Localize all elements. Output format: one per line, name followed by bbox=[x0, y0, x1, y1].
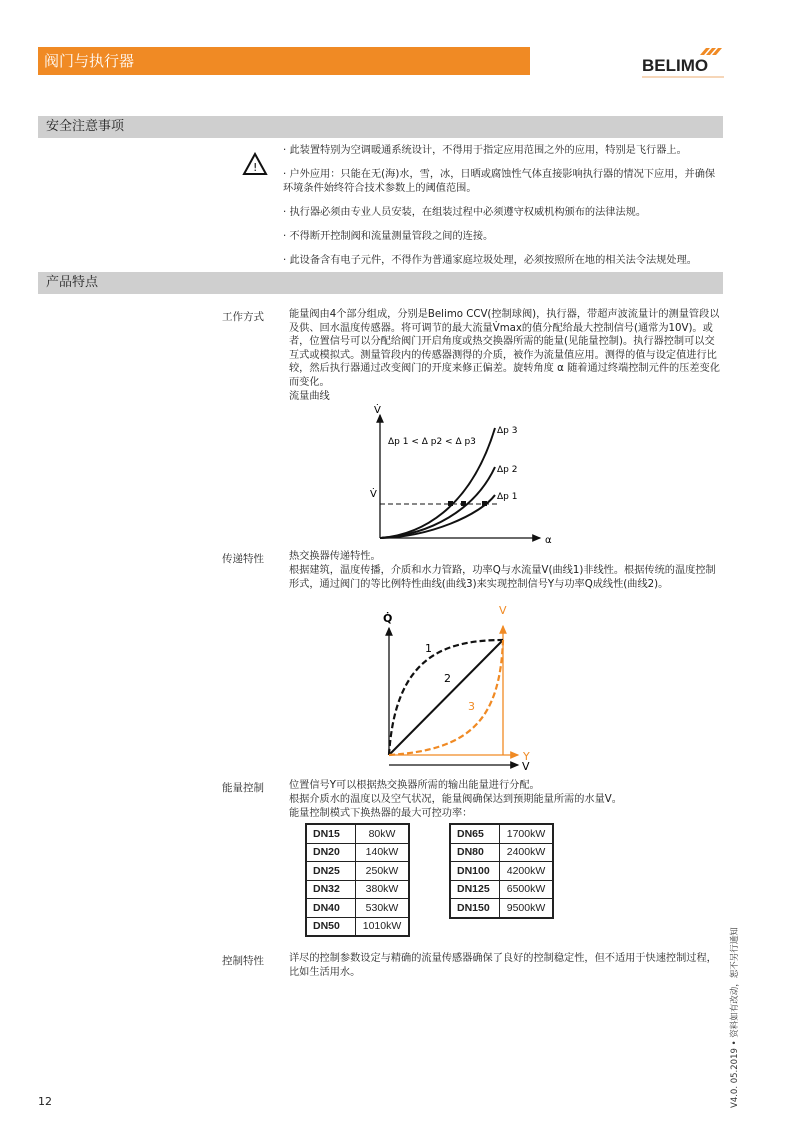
curve-label: Δp 3 bbox=[497, 426, 518, 436]
axis-label-x: V bbox=[522, 760, 530, 773]
relation-label: Δp 1 < Δ p2 < Δ p3 bbox=[388, 437, 476, 447]
axis-label-x2: Y bbox=[523, 750, 530, 763]
dn-cell: DN125 bbox=[450, 880, 500, 899]
flow-curve-diagram bbox=[360, 400, 560, 550]
section-safety bbox=[38, 116, 723, 138]
safety-item: · 户外应用：只能在无(海)水，雪，冰，日晒或腐蚀性气体直接影响执行器的情况下应用，并确保环境条件始终符合技术参数上的阈值范围。 bbox=[283, 169, 716, 194]
flow-curve-title: 流量曲线 bbox=[289, 391, 330, 402]
transfer-text: 根据建筑，温度传播，介质和水力管路，功率Q与水流量V(曲线1)非线性。根据传统的温度控制形式，通过阀门的等比例特性曲线(曲线3)来实现控制信号Y与功率Q成线性(曲线2)。 bbox=[289, 565, 716, 590]
table-row bbox=[450, 880, 553, 899]
dn-cell: DN100 bbox=[450, 862, 500, 881]
header-title: 阀门与执行器 bbox=[44, 52, 135, 70]
power-cell: 4200kW bbox=[500, 862, 554, 881]
axis-label-y: Q̇ bbox=[383, 612, 393, 625]
dn-cell: DN150 bbox=[450, 899, 500, 918]
power-cell: 80kW bbox=[356, 824, 410, 843]
safety-item: · 此装置特别为空调暖通系统设计，不得用于指定应用范围之外的应用，特别是飞行器上。 bbox=[283, 145, 687, 156]
safety-item: · 执行器必须由专业人员安装，在组装过程中必须遵守权威机构颁布的法律法规。 bbox=[283, 207, 647, 218]
table-row bbox=[450, 862, 553, 881]
table-row bbox=[450, 899, 553, 918]
safety-item: · 不得断开控制阀和流量测量管段之间的连接。 bbox=[283, 231, 494, 242]
power-table-right bbox=[449, 823, 554, 919]
svg-text:BELIMO: BELIMO bbox=[642, 56, 709, 75]
section-features bbox=[38, 272, 723, 294]
dn-cell: DN65 bbox=[450, 824, 500, 843]
svg-text:!: ! bbox=[253, 161, 258, 174]
table-row bbox=[306, 843, 409, 862]
dn-cell: DN80 bbox=[450, 843, 500, 862]
power-cell: 2400kW bbox=[500, 843, 554, 862]
curve-label: Δp 1 bbox=[497, 492, 518, 502]
power-cell: 140kW bbox=[356, 843, 410, 862]
power-cell: 1700kW bbox=[500, 824, 554, 843]
table-row bbox=[306, 899, 409, 918]
power-cell: 530kW bbox=[356, 899, 410, 918]
safety-item: · 此设备含有电子元件，不得作为普通家庭垃圾处理，必须按照所在地的相关法令法规处理。 bbox=[283, 255, 697, 266]
version-note: V4.0. 05.2019 • 资料如有改动，恕不另行通知 bbox=[730, 927, 740, 1108]
table-row bbox=[306, 880, 409, 899]
table-row bbox=[306, 824, 409, 843]
label-energy: 能量控制 bbox=[222, 782, 264, 794]
belimo-logo bbox=[640, 47, 730, 83]
label-control: 控制特性 bbox=[222, 955, 264, 967]
dn-cell: DN20 bbox=[306, 843, 356, 862]
axis-label-y: V̇ bbox=[374, 405, 381, 416]
energy-line: 能量控制模式下换热器的最大可控功率： bbox=[289, 808, 473, 819]
power-cell: 1010kW bbox=[356, 917, 410, 936]
axis-label-x: α bbox=[545, 535, 552, 546]
page-number: 12 bbox=[38, 1095, 52, 1108]
table-row bbox=[450, 824, 553, 843]
dn-cell: DN25 bbox=[306, 862, 356, 881]
control-text: 详尽的控制参数设定与精确的流量传感器确保了良好的控制稳定性，但不适用于快速控制过程，比如生活用水。 bbox=[289, 953, 717, 978]
curve-label: 1 bbox=[425, 642, 432, 655]
setpoint-label: V̇ bbox=[370, 489, 377, 500]
label-transfer: 传递特性 bbox=[222, 553, 264, 565]
power-cell: 250kW bbox=[356, 862, 410, 881]
power-cell: 9500kW bbox=[500, 899, 554, 918]
table-row bbox=[306, 862, 409, 881]
dn-cell: DN40 bbox=[306, 899, 356, 918]
transfer-line1: 热交换器传递特性。 bbox=[289, 551, 381, 562]
warning-triangle-icon bbox=[242, 152, 268, 180]
curve-label: 2 bbox=[444, 672, 451, 685]
transfer-diagram bbox=[370, 600, 545, 775]
power-cell: 6500kW bbox=[500, 880, 554, 899]
header-bar bbox=[38, 47, 530, 75]
energy-line: 根据介质水的温度以及空气状况，能量阀确保达到预期能量所需的水量V。 bbox=[289, 794, 622, 805]
power-cell: 380kW bbox=[356, 880, 410, 899]
dn-cell: DN50 bbox=[306, 917, 356, 936]
curve-label: 3 bbox=[468, 700, 475, 713]
section-title: 产品特点 bbox=[46, 275, 99, 290]
dn-cell: DN32 bbox=[306, 880, 356, 899]
energy-line: 位置信号Y可以根据热交换器所需的输出能量进行分配。 bbox=[289, 780, 540, 791]
table-row bbox=[306, 917, 409, 936]
curve-label: Δp 2 bbox=[497, 465, 518, 475]
axis-label-y2: V bbox=[499, 604, 507, 617]
power-table-left bbox=[305, 823, 410, 937]
working-text: 能量阀由4个部分组成，分别是Belimo CCV(控制球阀)，执行器，带超声波流量计的测量管段以及供、回水温度传感器。将可调节的最大流量V̇max的值分配给最大控制信号(通常为10V)。或者，位置信号可以分配给阀门开启角度或热交换器所需的能量(见能量控制)。执行器控制可以交互式或模拟式。测量管段内的传感器测得的介质，被作为流量值应用。测得的值与设定值进行比较，然后执行器通过改变阀门的开度来修正偏差。旋转角度 α 随着通过终端控制元件的压差变化而变化。 bbox=[289, 309, 720, 388]
dn-cell: DN15 bbox=[306, 824, 356, 843]
label-working: 工作方式 bbox=[222, 311, 264, 323]
table-row bbox=[450, 843, 553, 862]
section-title: 安全注意事项 bbox=[46, 119, 125, 134]
